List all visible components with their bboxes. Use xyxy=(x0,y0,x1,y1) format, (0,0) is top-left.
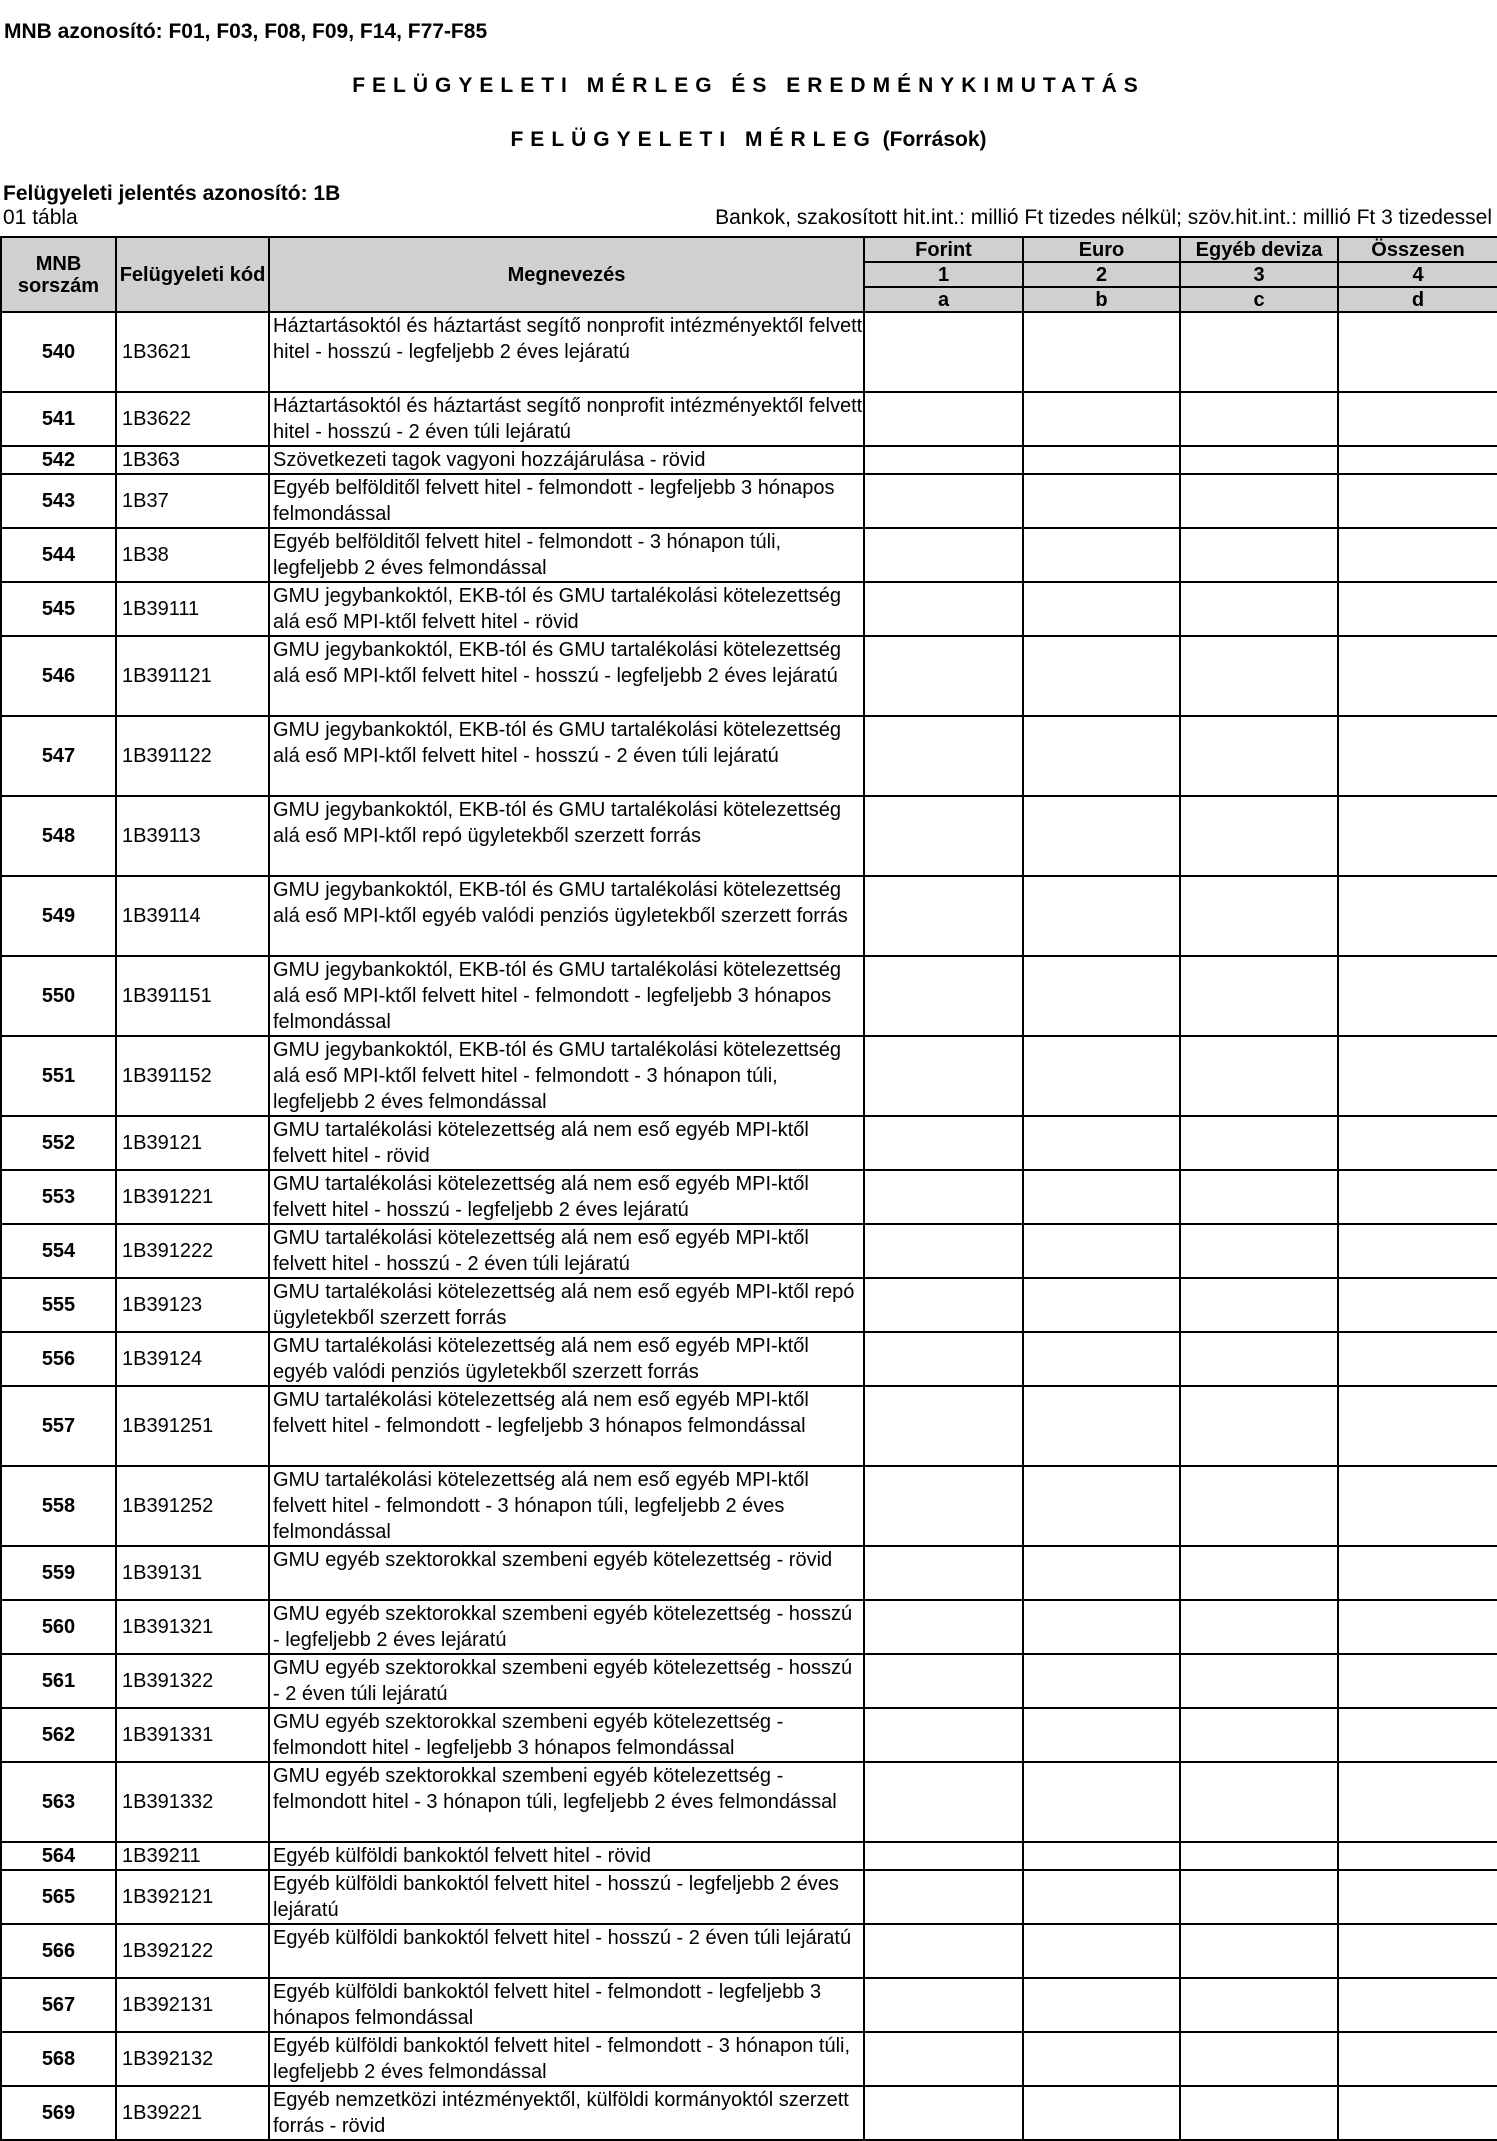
table-row xyxy=(1,1116,1497,1170)
value-cell-forint[interactable] xyxy=(864,1224,1023,1278)
value-cell-total[interactable] xyxy=(1338,1116,1497,1170)
value-cell-other-currency[interactable] xyxy=(1180,474,1338,528)
value-cell-total[interactable] xyxy=(1338,392,1497,446)
value-cell-forint[interactable] xyxy=(864,2032,1023,2086)
header-col-letter: a xyxy=(864,287,1023,312)
row-description: GMU egyéb szektorokkal szembeni egyéb kötelezettség - felmondott hitel - 3 hónapon túli, legfeljebb 2 éves felmondással xyxy=(269,1762,864,1842)
table-row xyxy=(1,636,1497,716)
value-cell-euro[interactable] xyxy=(1023,392,1180,446)
value-cell-euro[interactable] xyxy=(1023,1654,1180,1708)
value-cell-other-currency[interactable] xyxy=(1180,1116,1338,1170)
value-cell-total[interactable] xyxy=(1338,1978,1497,2032)
subtitle-suffix: (Források) xyxy=(876,128,987,151)
table-row xyxy=(1,1762,1497,1842)
value-cell-euro[interactable] xyxy=(1023,446,1180,474)
table-row xyxy=(1,2086,1497,2140)
row-description: GMU tartalékolási kötelezettség alá nem eső egyéb MPI-ktől felvett hitel - rövid xyxy=(269,1116,864,1170)
value-cell-forint[interactable] xyxy=(864,2086,1023,2140)
row-number: 559 xyxy=(1,1546,116,1600)
value-cell-total[interactable] xyxy=(1338,528,1497,582)
table-row xyxy=(1,1278,1497,1332)
value-cell-total[interactable] xyxy=(1338,1466,1497,1546)
row-number: 553 xyxy=(1,1170,116,1224)
table-row xyxy=(1,1386,1497,1466)
value-cell-total[interactable] xyxy=(1338,796,1497,876)
value-cell-other-currency[interactable] xyxy=(1180,1708,1338,1762)
row-description: GMU jegybankoktól, EKB-tól és GMU tartalékolási kötelezettség alá eső MPI-ktől felvett hitel - hosszú - legfeljebb 2 éves lejáratú xyxy=(269,636,864,716)
row-number: 557 xyxy=(1,1386,116,1466)
header-mnb-no: MNB sorszám xyxy=(1,237,116,312)
row-description: GMU jegybankoktól, EKB-tól és GMU tartalékolási kötelezettség alá eső MPI-ktől repó ügyletekből szerzett forrás xyxy=(269,796,864,876)
value-cell-euro[interactable] xyxy=(1023,1036,1180,1116)
value-cell-other-currency[interactable] xyxy=(1180,1278,1338,1332)
row-code: 1B391152 xyxy=(116,1036,269,1116)
table-row xyxy=(1,876,1497,956)
value-cell-euro[interactable] xyxy=(1023,528,1180,582)
value-cell-total[interactable] xyxy=(1338,1386,1497,1466)
table-row xyxy=(1,1466,1497,1546)
table-row xyxy=(1,1170,1497,1224)
value-cell-forint[interactable] xyxy=(864,1036,1023,1116)
row-description: GMU jegybankoktól, EKB-tól és GMU tartalékolási kötelezettség alá eső MPI-ktől felvett hitel - felmondott - 3 hónapon túli, legfeljebb 2 éves felmondással xyxy=(269,1036,864,1116)
row-code: 1B39131 xyxy=(116,1546,269,1600)
value-cell-other-currency[interactable] xyxy=(1180,312,1338,392)
row-number: 555 xyxy=(1,1278,116,1332)
row-number: 549 xyxy=(1,876,116,956)
value-cell-euro[interactable] xyxy=(1023,876,1180,956)
value-cell-euro[interactable] xyxy=(1023,2032,1180,2086)
value-cell-forint[interactable] xyxy=(864,1708,1023,1762)
row-description: GMU jegybankoktól, EKB-tól és GMU tartalékolási kötelezettség alá eső MPI-ktől felvett hitel - felmondott - legfeljebb 3 hónapos felmondással xyxy=(269,956,864,1036)
row-code: 1B391121 xyxy=(116,636,269,716)
row-description: GMU tartalékolási kötelezettség alá nem eső egyéb MPI-ktől felvett hitel - hosszú - 2 éven túli lejáratú xyxy=(269,1224,864,1278)
value-cell-euro[interactable] xyxy=(1023,474,1180,528)
value-cell-total[interactable] xyxy=(1338,1924,1497,1978)
row-code: 1B392122 xyxy=(116,1924,269,1978)
row-description: GMU tartalékolási kötelezettség alá nem eső egyéb MPI-ktől egyéb valódi penziós ügyletekből szerzett forrás xyxy=(269,1332,864,1386)
value-cell-other-currency[interactable] xyxy=(1180,1546,1338,1600)
table-number: 01 tábla xyxy=(3,206,78,229)
row-description: Egyéb külföldi bankoktól felvett hitel - hosszú - legfeljebb 2 éves lejáratú xyxy=(269,1870,864,1924)
row-code: 1B3622 xyxy=(116,392,269,446)
value-cell-forint[interactable] xyxy=(864,528,1023,582)
row-code: 1B363 xyxy=(116,446,269,474)
value-cell-total[interactable] xyxy=(1338,312,1497,392)
value-cell-total[interactable] xyxy=(1338,876,1497,956)
value-cell-forint[interactable] xyxy=(864,1466,1023,1546)
value-cell-forint[interactable] xyxy=(864,582,1023,636)
value-cell-total[interactable] xyxy=(1338,1708,1497,1762)
row-code: 1B392121 xyxy=(116,1870,269,1924)
row-code: 1B391252 xyxy=(116,1466,269,1546)
row-description: Egyéb belfölditől felvett hitel - felmondott - legfeljebb 3 hónapos felmondással xyxy=(269,474,864,528)
row-number: 560 xyxy=(1,1600,116,1654)
header-col-number: 4 xyxy=(1338,262,1497,287)
row-number: 546 xyxy=(1,636,116,716)
row-code: 1B392132 xyxy=(116,2032,269,2086)
row-description: GMU egyéb szektorokkal szembeni egyéb kötelezettség - hosszú - 2 éven túli lejáratú xyxy=(269,1654,864,1708)
row-number: 547 xyxy=(1,716,116,796)
value-cell-other-currency[interactable] xyxy=(1180,1386,1338,1466)
value-cell-total[interactable] xyxy=(1338,1762,1497,1842)
row-code: 1B39124 xyxy=(116,1332,269,1386)
value-cell-total[interactable] xyxy=(1338,2032,1497,2086)
row-code: 1B391251 xyxy=(116,1386,269,1466)
value-cell-euro[interactable] xyxy=(1023,582,1180,636)
row-description: GMU tartalékolási kötelezettség alá nem eső egyéb MPI-ktől felvett hitel - hosszú - legfeljebb 2 éves lejáratú xyxy=(269,1170,864,1224)
value-cell-total[interactable] xyxy=(1338,1654,1497,1708)
row-code: 1B39114 xyxy=(116,876,269,956)
table-row xyxy=(1,1600,1497,1654)
row-description: GMU tartalékolási kötelezettség alá nem eső egyéb MPI-ktől felvett hitel - felmondott - 3 hónapon túli, legfeljebb 2 éves felmondással xyxy=(269,1466,864,1546)
row-number: 565 xyxy=(1,1870,116,1924)
value-cell-total[interactable] xyxy=(1338,716,1497,796)
row-description: GMU jegybankoktól, EKB-tól és GMU tartalékolási kötelezettség alá eső MPI-ktől felvett hitel - hosszú - 2 éven túli lejáratú xyxy=(269,716,864,796)
value-cell-forint[interactable] xyxy=(864,446,1023,474)
value-cell-other-currency[interactable] xyxy=(1180,1978,1338,2032)
report-title: FELÜGYELETI MÉRLEG ÉS EREDMÉNYKIMUTATÁS xyxy=(352,74,1145,97)
table-row xyxy=(1,392,1497,446)
mnb-identifier: MNB azonosító: F01, F03, F08, F09, F14, F77-F85 xyxy=(4,20,488,43)
value-cell-forint[interactable] xyxy=(864,716,1023,796)
header-description: Megnevezés xyxy=(269,237,864,312)
value-cell-total[interactable] xyxy=(1338,1224,1497,1278)
row-number: 543 xyxy=(1,474,116,528)
value-cell-other-currency[interactable] xyxy=(1180,1600,1338,1654)
value-cell-total[interactable] xyxy=(1338,1600,1497,1654)
value-cell-total[interactable] xyxy=(1338,1036,1497,1116)
value-cell-euro[interactable] xyxy=(1023,1386,1180,1466)
row-description: GMU tartalékolási kötelezettség alá nem eső egyéb MPI-ktől repó ügyletekből szerzett forrás xyxy=(269,1278,864,1332)
row-code: 1B391331 xyxy=(116,1708,269,1762)
row-description: Egyéb belfölditől felvett hitel - felmondott - 3 hónapon túli, legfeljebb 2 éves felmondással xyxy=(269,528,864,582)
row-code: 1B39123 xyxy=(116,1278,269,1332)
header-euro: Euro xyxy=(1023,237,1180,262)
row-code: 1B391151 xyxy=(116,956,269,1036)
value-cell-other-currency[interactable] xyxy=(1180,1654,1338,1708)
table-row xyxy=(1,2032,1497,2086)
row-number: 566 xyxy=(1,1924,116,1978)
value-cell-other-currency[interactable] xyxy=(1180,1762,1338,1842)
value-cell-forint[interactable] xyxy=(864,1386,1023,1466)
value-cell-forint[interactable] xyxy=(864,1332,1023,1386)
value-cell-euro[interactable] xyxy=(1023,1870,1180,1924)
value-cell-total[interactable] xyxy=(1338,2086,1497,2140)
row-number: 552 xyxy=(1,1116,116,1170)
value-cell-euro[interactable] xyxy=(1023,1762,1180,1842)
value-cell-other-currency[interactable] xyxy=(1180,1036,1338,1116)
value-cell-other-currency[interactable] xyxy=(1180,1870,1338,1924)
value-cell-other-currency[interactable] xyxy=(1180,528,1338,582)
value-cell-euro[interactable] xyxy=(1023,1332,1180,1386)
value-cell-euro[interactable] xyxy=(1023,1224,1180,1278)
value-cell-total[interactable] xyxy=(1338,1546,1497,1600)
table-row xyxy=(1,956,1497,1036)
table-row xyxy=(1,1332,1497,1386)
value-cell-forint[interactable] xyxy=(864,636,1023,716)
value-cell-other-currency[interactable] xyxy=(1180,582,1338,636)
row-code: 1B392131 xyxy=(116,1978,269,2032)
row-code: 1B391321 xyxy=(116,1600,269,1654)
row-description: Egyéb nemzetközi intézményektől, külföldi kormányoktól szerzett forrás - rövid xyxy=(269,2086,864,2140)
row-code: 1B39221 xyxy=(116,2086,269,2140)
row-code: 1B391222 xyxy=(116,1224,269,1278)
report-subtitle xyxy=(0,128,1497,152)
row-number: 568 xyxy=(1,2032,116,2086)
value-cell-euro[interactable] xyxy=(1023,956,1180,1036)
row-description: Egyéb külföldi bankoktól felvett hitel - felmondott - 3 hónapon túli, legfeljebb 2 éves felmondással xyxy=(269,2032,864,2086)
value-cell-euro[interactable] xyxy=(1023,1466,1180,1546)
row-number: 544 xyxy=(1,528,116,582)
value-cell-other-currency[interactable] xyxy=(1180,1842,1338,1870)
value-cell-forint[interactable] xyxy=(864,796,1023,876)
row-code: 1B38 xyxy=(116,528,269,582)
subtitle-main: FELÜGYELETI MÉRLEG xyxy=(510,128,877,151)
header-total: Összesen xyxy=(1338,237,1497,262)
row-number: 558 xyxy=(1,1466,116,1546)
row-description: Háztartásoktól és háztartást segítő nonprofit intézményektől felvett hitel - hosszú - legfeljebb 2 éves lejáratú xyxy=(269,312,864,392)
row-description: GMU egyéb szektorokkal szembeni egyéb kötelezettség - felmondott hitel - legfeljebb 3 hónapos felmondással xyxy=(269,1708,864,1762)
row-description: Egyéb külföldi bankoktól felvett hitel - rövid xyxy=(269,1842,864,1870)
row-code: 1B37 xyxy=(116,474,269,528)
value-cell-other-currency[interactable] xyxy=(1180,446,1338,474)
row-description: Egyéb külföldi bankoktól felvett hitel - hosszú - 2 éven túli lejáratú xyxy=(269,1924,864,1978)
row-code: 1B39111 xyxy=(116,582,269,636)
table-row xyxy=(1,1546,1497,1600)
header-col-letter: c xyxy=(1180,287,1338,312)
row-number: 556 xyxy=(1,1332,116,1386)
table-row xyxy=(1,1224,1497,1278)
row-description: GMU jegybankoktól, EKB-tól és GMU tartalékolási kötelezettség alá eső MPI-ktől felvett hitel - rövid xyxy=(269,582,864,636)
value-cell-other-currency[interactable] xyxy=(1180,2086,1338,2140)
header-other-currency: Egyéb deviza xyxy=(1180,237,1338,262)
value-cell-total[interactable] xyxy=(1338,474,1497,528)
header-code: Felügyeleti kód xyxy=(116,237,269,312)
value-cell-euro[interactable] xyxy=(1023,716,1180,796)
table-body xyxy=(1,312,1497,2140)
row-number: 569 xyxy=(1,2086,116,2140)
value-cell-forint[interactable] xyxy=(864,1546,1023,1600)
value-cell-forint[interactable] xyxy=(864,956,1023,1036)
value-cell-euro[interactable] xyxy=(1023,1924,1180,1978)
value-cell-other-currency[interactable] xyxy=(1180,876,1338,956)
value-cell-other-currency[interactable] xyxy=(1180,1224,1338,1278)
row-code: 1B39121 xyxy=(116,1116,269,1170)
value-cell-forint[interactable] xyxy=(864,392,1023,446)
value-cell-euro[interactable] xyxy=(1023,1116,1180,1170)
header-col-number: 1 xyxy=(864,262,1023,287)
table-row xyxy=(1,1978,1497,2032)
balance-sheet-table xyxy=(0,236,1497,2141)
row-number: 548 xyxy=(1,796,116,876)
table-row xyxy=(1,1708,1497,1762)
value-cell-total[interactable] xyxy=(1338,1842,1497,1870)
value-cell-total[interactable] xyxy=(1338,1332,1497,1386)
value-cell-total[interactable] xyxy=(1338,956,1497,1036)
row-number: 551 xyxy=(1,1036,116,1116)
value-cell-euro[interactable] xyxy=(1023,1708,1180,1762)
value-cell-forint[interactable] xyxy=(864,312,1023,392)
row-description: GMU jegybankoktól, EKB-tól és GMU tartalékolási kötelezettség alá eső MPI-ktől egyéb valódi penziós ügyletekből szerzett forrás xyxy=(269,876,864,956)
table-row xyxy=(1,796,1497,876)
value-cell-other-currency[interactable] xyxy=(1180,716,1338,796)
row-code: 1B39113 xyxy=(116,796,269,876)
value-cell-forint[interactable] xyxy=(864,1842,1023,1870)
row-number: 545 xyxy=(1,582,116,636)
row-number: 561 xyxy=(1,1654,116,1708)
table-row xyxy=(1,1842,1497,1870)
row-description: GMU tartalékolási kötelezettség alá nem eső egyéb MPI-ktől felvett hitel - felmondott - legfeljebb 3 hónapos felmondással xyxy=(269,1386,864,1466)
row-description: Háztartásoktól és háztartást segítő nonprofit intézményektől felvett hitel - hosszú - 2 éven túli lejáratú xyxy=(269,392,864,446)
row-number: 567 xyxy=(1,1978,116,2032)
value-cell-euro[interactable] xyxy=(1023,796,1180,876)
table-row xyxy=(1,1036,1497,1116)
value-cell-forint[interactable] xyxy=(864,1278,1023,1332)
value-cell-forint[interactable] xyxy=(864,1116,1023,1170)
table-row xyxy=(1,1924,1497,1978)
row-number: 541 xyxy=(1,392,116,446)
value-cell-total[interactable] xyxy=(1338,1870,1497,1924)
row-code: 1B391332 xyxy=(116,1762,269,1842)
header-col-number: 2 xyxy=(1023,262,1180,287)
value-cell-total[interactable] xyxy=(1338,582,1497,636)
header-forint: Forint xyxy=(864,237,1023,262)
table-row xyxy=(1,1654,1497,1708)
value-cell-total[interactable] xyxy=(1338,1278,1497,1332)
value-cell-euro[interactable] xyxy=(1023,1600,1180,1654)
table-row xyxy=(1,446,1497,474)
row-description: GMU egyéb szektorokkal szembeni egyéb kötelezettség - hosszú - legfeljebb 2 éves lejáratú xyxy=(269,1600,864,1654)
value-cell-other-currency[interactable] xyxy=(1180,796,1338,876)
unit-note: Bankok, szakosított hit.int.: millió Ft tizedes nélkül; szöv.hit.int.: millió Ft 3 tizedessel xyxy=(715,206,1492,229)
table-row xyxy=(1,1870,1497,1924)
value-cell-other-currency[interactable] xyxy=(1180,1332,1338,1386)
table-row xyxy=(1,474,1497,528)
value-cell-other-currency[interactable] xyxy=(1180,956,1338,1036)
value-cell-total[interactable] xyxy=(1338,1170,1497,1224)
value-cell-other-currency[interactable] xyxy=(1180,392,1338,446)
value-cell-other-currency[interactable] xyxy=(1180,1170,1338,1224)
row-number: 563 xyxy=(1,1762,116,1842)
value-cell-forint[interactable] xyxy=(864,1600,1023,1654)
value-cell-other-currency[interactable] xyxy=(1180,636,1338,716)
value-cell-other-currency[interactable] xyxy=(1180,1466,1338,1546)
table-row xyxy=(1,528,1497,582)
value-cell-forint[interactable] xyxy=(864,876,1023,956)
header-col-letter: d xyxy=(1338,287,1497,312)
row-description: GMU egyéb szektorokkal szembeni egyéb kötelezettség - rövid xyxy=(269,1546,864,1600)
value-cell-forint[interactable] xyxy=(864,1654,1023,1708)
value-cell-euro[interactable] xyxy=(1023,312,1180,392)
header-col-letter: b xyxy=(1023,287,1180,312)
value-cell-euro[interactable] xyxy=(1023,1170,1180,1224)
row-number: 554 xyxy=(1,1224,116,1278)
value-cell-euro[interactable] xyxy=(1023,1278,1180,1332)
value-cell-euro[interactable] xyxy=(1023,636,1180,716)
value-cell-euro[interactable] xyxy=(1023,2086,1180,2140)
value-cell-euro[interactable] xyxy=(1023,1546,1180,1600)
row-number: 564 xyxy=(1,1842,116,1870)
value-cell-forint[interactable] xyxy=(864,1870,1023,1924)
row-code: 1B39211 xyxy=(116,1842,269,1870)
report-identifier: Felügyeleti jelentés azonosító: 1B xyxy=(3,182,341,205)
table-row xyxy=(1,312,1497,392)
value-cell-other-currency[interactable] xyxy=(1180,2032,1338,2086)
value-cell-forint[interactable] xyxy=(864,474,1023,528)
row-number: 542 xyxy=(1,446,116,474)
row-number: 562 xyxy=(1,1708,116,1762)
row-number: 550 xyxy=(1,956,116,1036)
row-code: 1B391221 xyxy=(116,1170,269,1224)
row-code: 1B391322 xyxy=(116,1654,269,1708)
value-cell-other-currency[interactable] xyxy=(1180,1924,1338,1978)
row-code: 1B3621 xyxy=(116,312,269,392)
table-row xyxy=(1,582,1497,636)
value-cell-euro[interactable] xyxy=(1023,1978,1180,2032)
value-cell-total[interactable] xyxy=(1338,446,1497,474)
value-cell-forint[interactable] xyxy=(864,1978,1023,2032)
row-number: 540 xyxy=(1,312,116,392)
row-description: Egyéb külföldi bankoktól felvett hitel - felmondott - legfeljebb 3 hónapos felmondással xyxy=(269,1978,864,2032)
value-cell-total[interactable] xyxy=(1338,636,1497,716)
table-row xyxy=(1,716,1497,796)
row-description: Szövetkezeti tagok vagyoni hozzájárulása - rövid xyxy=(269,446,864,474)
header-col-number: 3 xyxy=(1180,262,1338,287)
row-code: 1B391122 xyxy=(116,716,269,796)
value-cell-forint[interactable] xyxy=(864,1762,1023,1842)
value-cell-forint[interactable] xyxy=(864,1924,1023,1978)
value-cell-forint[interactable] xyxy=(864,1170,1023,1224)
value-cell-euro[interactable] xyxy=(1023,1842,1180,1870)
